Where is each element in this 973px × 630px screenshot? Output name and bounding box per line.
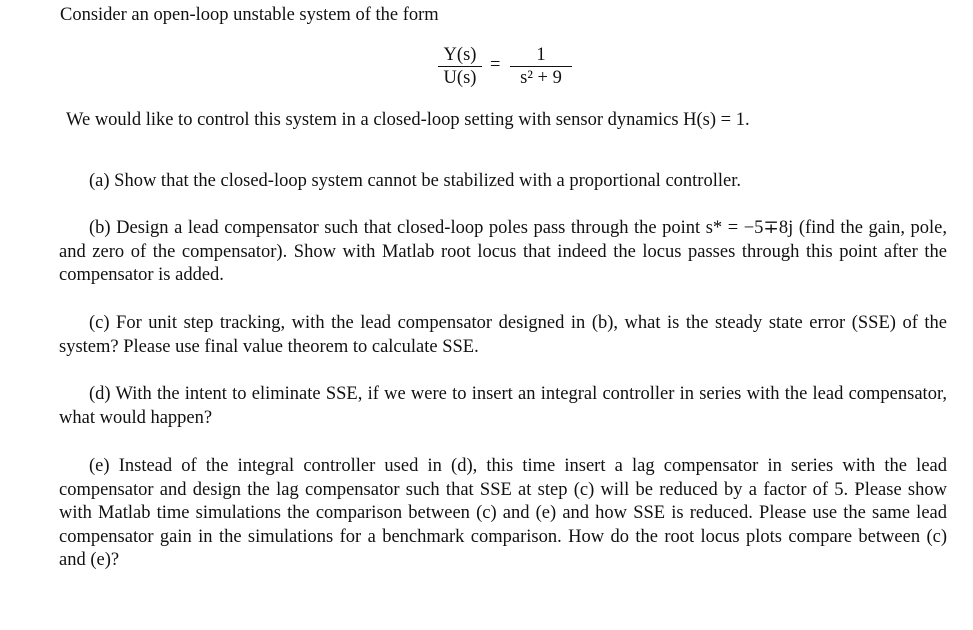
part-e-text: (e) Instead of the integral controller used in (d), this time insert a lag compensator in series with the lead compensator and design the lag compensator such that SSE at step (c) will be reduced by a factor of 5. Please show with Matlab time simulations the comparison between (c) and (e) and how SSE is reduced. Please use the same lead compensator gain in the simulations for a benchmark comparison. How do the root locus plots compare between (c) and (e)? bbox=[59, 456, 947, 570]
lhs-numerator: Y(s) bbox=[443, 45, 477, 65]
part-d bbox=[59, 383, 947, 430]
closed-loop-text: We would like to control this system in a closed-loop setting with sensor dynamics H(s) = 1. bbox=[66, 110, 750, 130]
part-a bbox=[59, 170, 947, 194]
rhs-numerator: 1 bbox=[536, 45, 546, 65]
rhs-denominator: s² + 9 bbox=[520, 68, 562, 88]
part-b bbox=[59, 217, 947, 288]
intro-text: Consider an open-loop unstable system of the form bbox=[60, 5, 439, 25]
rhs-fraction bbox=[510, 44, 572, 89]
part-d-text: (d) With the intent to eliminate SSE, if we were to insert an integral controller in series with the lead compensator, what would happen? bbox=[59, 384, 947, 428]
lhs-denominator: U(s) bbox=[443, 68, 477, 88]
part-c-text: (c) For unit step tracking, with the lead compensator designed in (b), what is the steady state error (SSE) of the system? Please use final value theorem to calculate SSE. bbox=[59, 313, 947, 357]
lhs-fraction bbox=[438, 44, 482, 89]
part-e bbox=[59, 455, 947, 573]
part-a-text: (a) Show that the closed-loop system cannot be stabilized with a proportional controller. bbox=[89, 171, 741, 191]
equals-sign: = bbox=[490, 55, 501, 75]
part-b-text: (b) Design a lead compensator such that closed-loop poles pass through the point s* = −5∓8j (find the gain, pole, and zero of the compensator). Show with Matlab root locus that indeed the locus passes through this point after the compensator is added. bbox=[59, 218, 947, 285]
part-c bbox=[59, 312, 947, 359]
